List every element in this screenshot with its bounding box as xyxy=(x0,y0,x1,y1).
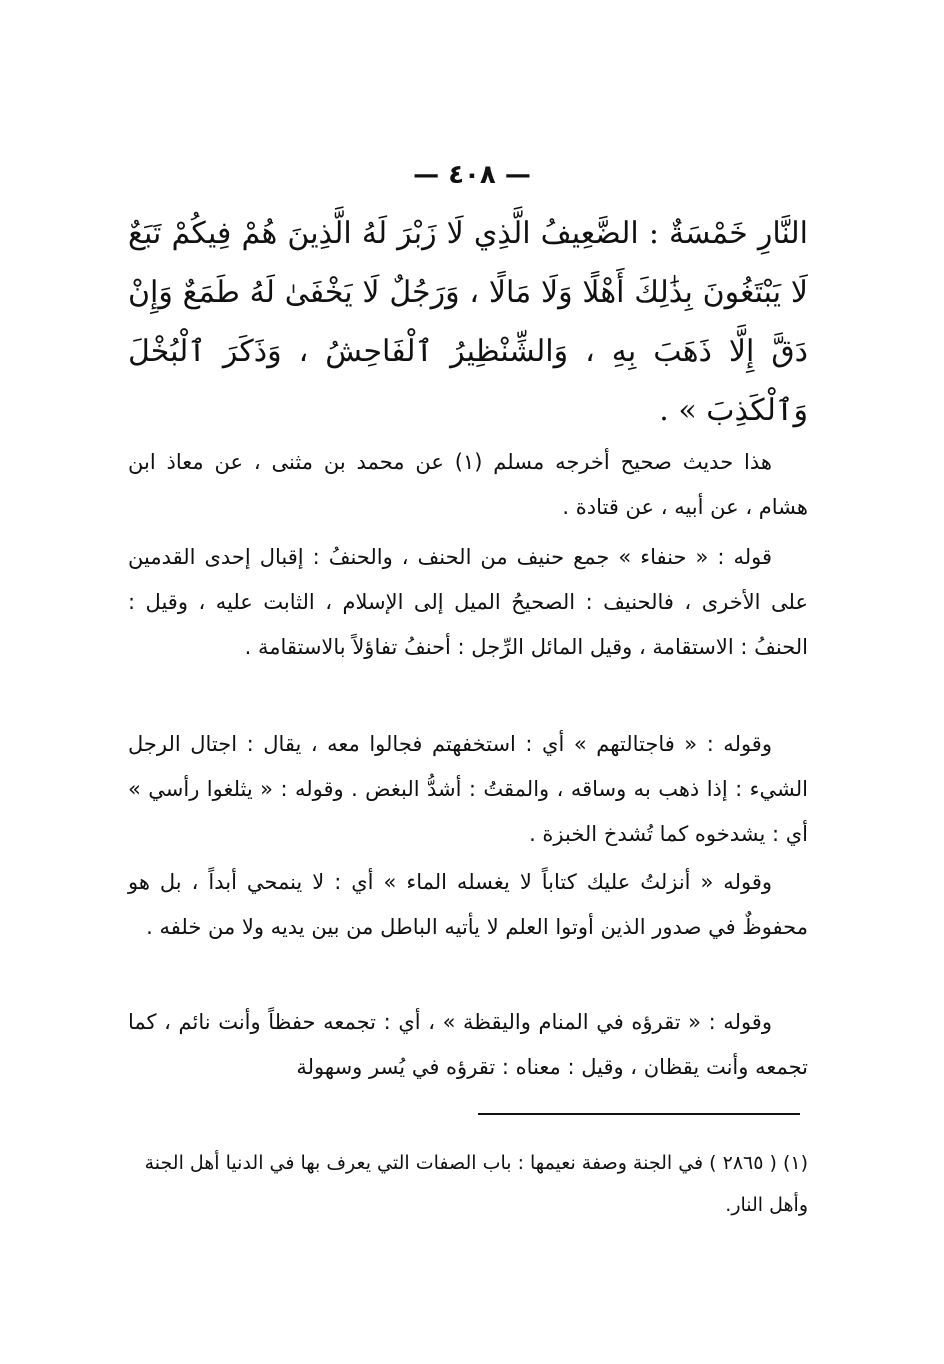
commentary-paragraph-3: وقوله : « فاجتالتهم » أي : استخفهتم فجالوا معه ، يقال : اجتال الرجل الشيء : إذا ذهب به وساقه ، والمقتُ : أشدُّ البغض . وقوله : « يثلغوا رأسي » أي : يشدخوه كما تُشدخ الخبزة . xyxy=(128,732,808,846)
page-number: — ٤٠٨ — xyxy=(413,160,531,190)
footnote-divider xyxy=(478,1113,800,1115)
commentary-paragraph-1: هذا حديث صحيح أخرجه مسلم (١) عن محمد بن مثنى ، عن معاذ ابن هشام ، عن أبيه ، عن قتادة . xyxy=(128,450,808,519)
footnote: (١) ( ٢٨٦٥ ) في الجنة وصفة نعيمها : باب الصفات التي يعرف بها في الدنيا أهل الجنة وأهل النار. xyxy=(144,1152,808,1216)
commentary-paragraph-2: قوله : « حنفاء » جمع حنيف من الحنف ، والحنفُ : إقبال إحدى القدمين على الأخرى ، فالحنيف : الصحيحُ الميل إلى الإسلام ، الثابت عليه ، وقيل : الحنفُ : الاستقامة ، وقيل المائل الرِّجل : أحنفُ تفاؤلاً بالاستقامة . xyxy=(128,545,808,659)
commentary-paragraph-4: وقوله « أنزلتُ عليك كتاباً لا يغسله الماء » أي : لا ينمحي أبداً ، بل هو محفوظٌ في صدور الذين أوتوا العلم لا يأتيه الباطل من بين يديه ولا من خلفه . xyxy=(128,870,808,939)
hadith-text: النَّارِ خَمْسَةٌ : الضَّعِيفُ الَّذِي لَا زَبْرَ لَهُ الَّذِينَ هُمْ فِيكُمْ تَبَعٌ لَا يَبْتَغُونَ بِذَٰلِكَ أَهْلًا وَلَا مَالًا ، وَرَجُلٌ لَا يَخْفَىٰ لَهُ طَمَعٌ وَإِنْ دَقَّ إِلَّا ذَهَبَ بِهِ ، وَالشِّنْظِيرُ ٱلْفَاحِشُ ، وَذَكَرَ ٱلْبُخْلَ وَٱلْكَذِبَ » . xyxy=(128,216,808,428)
commentary-paragraph-5: وقوله : « تقرؤه في المنام واليقظة » ، أي : تجمعه حفظاً وأنت نائم ، كما تجمعه وأنت يقظان ، وقيل : معناه : تقرؤه في يُسر وسهولة xyxy=(128,1010,808,1079)
